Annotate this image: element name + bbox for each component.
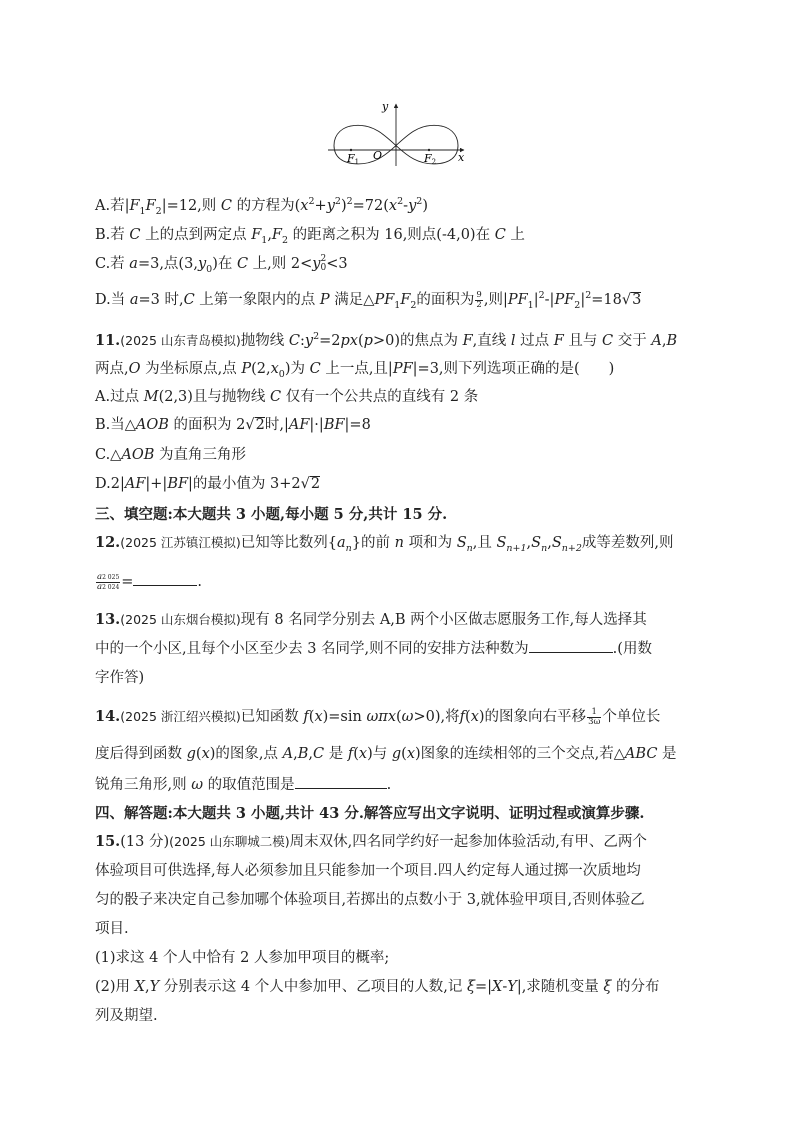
q11-stem-line1: 11.(2025 山东青岛模拟)抛物线 $C:y^2=2px(p>0)$的焦点为 F,直线 l 过点 F 且与 C 交于 A,B: [95, 331, 678, 349]
q12-answer-blank[interactable]: [133, 571, 197, 586]
q15-stem-line4: 项目.: [95, 921, 129, 937]
q11-option-b: B.当△AOB 的面积为 2√2时,|AF|·|BF|=8: [95, 417, 371, 433]
q15-stem-line3: 匀的骰子来决定自己参加哪个体验项目,若掷出的点数小于 3,就体验甲项目,否则体验乙: [95, 892, 645, 908]
q12-stem-line2: $\frac{a2 025}{a2 024}$ = .: [97, 571, 203, 592]
q15-stem-line2: 体验项目可供选择,每人必须参加且只能参加一个项目.四人约定每人通过掷一次质地均: [95, 863, 641, 879]
fraction-a2025-over-a2024: $\frac{a2 025}{a2 024}$: [97, 571, 120, 592]
q11-option-d: D.2|AF|+|BF|的最小值为 3+2√2: [95, 476, 321, 492]
q13-stem-line1: 13.(2025 山东烟台模拟)现有 8 名同学分别去 A,B 两个小区做志愿服务工作,每人选择其: [95, 611, 647, 628]
q11-stem-line2: 两点,O 为坐标原点,点 $P(2,x_0)$为 C 上一点,且|PF|=3,则下列选项正确的是( ): [95, 361, 615, 380]
lemniscate-figure: [318, 98, 478, 168]
q10-option-a: A.若$|F_1F_2|=12$,则 C 的方程为$(x^2+y^2)^2=72(x^2-y^2)$: [95, 196, 428, 217]
q11-option-c: C.△AOB 为直角三角形: [95, 447, 246, 463]
fraction-nine-halves: $\frac{9}{2}$: [476, 289, 482, 310]
q13-stem-line3: 字作答): [95, 670, 145, 686]
x-axis-label: x: [458, 151, 465, 164]
section4-title: 四、解答题:本大题共 3 小题,共计 43 分.解答应写出文字说明、证明过程或演算步骤.: [95, 805, 645, 822]
q14-answer-blank[interactable]: [295, 774, 387, 789]
q15-part1: (1)求这 4 个人中恰有 2 人参加甲项目的概率;: [95, 950, 390, 966]
q10-option-d: D.当 a=3 时,C 上第一象限内的点 P 满足$\triangle PF_1F_2$的面积为 $\frac{9}{2}$ ,则$|PF_1|^2-|PF_2|^2=18√3$: [95, 289, 642, 311]
focus-f1-label: F1: [347, 152, 360, 166]
q13-stem-line2: 中的一个小区,且每个小区至少去 3 名同学,则不同的安排方法种数为 .(用数: [95, 638, 652, 659]
section3-title: 三、填空题:本大题共 3 小题,每小题 5 分,共计 15 分.: [95, 506, 448, 523]
q14-stem-line2: 度后得到函数 g(x)的图象,点 A,B,C 是 f(x)与 g(x)图象的连续相邻的三个交点,若△ABC 是: [95, 746, 677, 762]
q10-option-b: B.若 C 上的点到两定点 $F_1,F_2$ 的距离之积为 16,则点(-4,0)在 C 上: [95, 227, 525, 246]
q13-answer-blank[interactable]: [529, 638, 613, 653]
focus-f1: [350, 149, 352, 151]
q14-stem-line3: 锐角三角形,则 ω 的取值范围是 .: [95, 774, 391, 795]
q11-option-a: A.过点 M(2,3)且与抛物线 C 仅有一个公共点的直线有 2 条: [95, 389, 479, 405]
focus-f2-label: F2: [424, 152, 437, 166]
q15-stem-line1: 15.(13 分)(2025 山东聊城二模)周末双休,四名同学约好一起参加体验活动,有甲、乙两个: [95, 833, 647, 850]
focus-f2: [428, 149, 430, 151]
q15-part2-cont: 列及期望.: [95, 1008, 158, 1024]
fraction-one-over-3omega: $\frac{1}{3\omega}$: [588, 706, 601, 727]
q10-option-c: C.若 a=3,点$(3,y_0)$在 C 上,则 2<y 2 0 <3: [95, 254, 348, 275]
q14-stem-line1: 14.(2025 浙江绍兴模拟)已知函数 f(x)=sin ωπx(ω>0),将f(x)的图象向右平移 $\frac{1}{3\omega}$ 个单位长: [95, 706, 661, 727]
origin-label: O: [373, 149, 383, 162]
q15-part2: (2)用 X,Y 分别表示这 4 个人中参加甲、乙项目的人数,记 ξ=|X-Y|,求随机变量 ξ 的分布: [95, 979, 660, 995]
q12-stem-line1: 12.(2025 江苏镇江模拟)已知等比数列$\{a_n\}$的前 n 项和为 $S_n$,且 $S_{n+1},S_n,S_{n+2}$成等差数列,则: [95, 534, 674, 554]
y-axis-label: y: [382, 100, 389, 113]
